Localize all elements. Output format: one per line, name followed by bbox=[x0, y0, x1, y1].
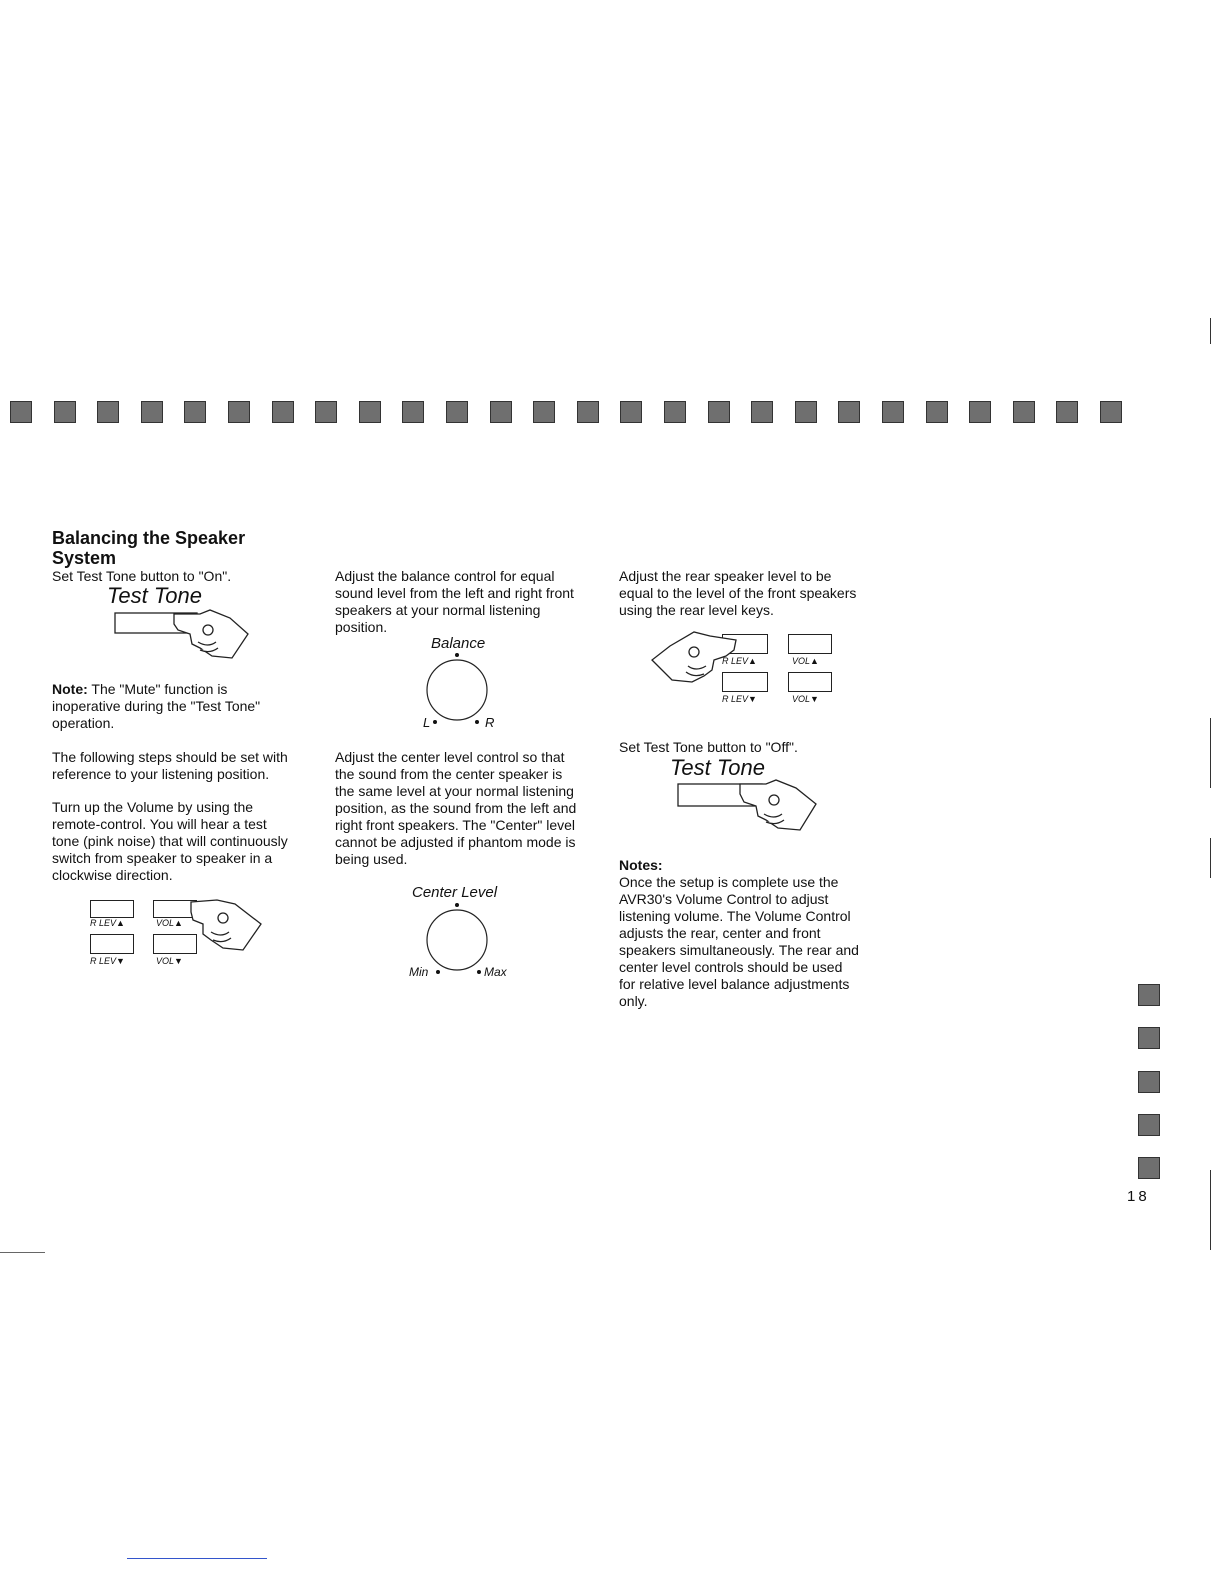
bottom-blue-rule bbox=[127, 1558, 267, 1559]
balance-instructions: Adjust the balance control for equal sound level from the left and right front speakers at your normal listening position. bbox=[335, 568, 574, 635]
vol-down-label: VOL▼ bbox=[156, 956, 183, 966]
vol-up-label: VOL▲ bbox=[156, 918, 183, 928]
top-square bbox=[533, 401, 555, 423]
test-tone-label: Test Tone bbox=[670, 755, 766, 780]
top-square bbox=[141, 401, 163, 423]
side-square bbox=[1138, 1071, 1160, 1093]
top-square bbox=[272, 401, 294, 423]
top-square bbox=[446, 401, 468, 423]
edge-rule bbox=[1210, 318, 1211, 344]
step-test-tone-off: Set Test Tone button to "Off". bbox=[619, 739, 798, 755]
top-square bbox=[926, 401, 948, 423]
top-square bbox=[1100, 401, 1122, 423]
top-square bbox=[97, 401, 119, 423]
rlev-up-label: R LEV▲ bbox=[722, 656, 757, 666]
center-level-label: Center Level bbox=[412, 884, 498, 901]
edge-rule bbox=[1210, 1170, 1211, 1250]
center-min-label: Min bbox=[409, 965, 429, 979]
rlev-up-label: R LEV▲ bbox=[90, 918, 125, 928]
top-square bbox=[315, 401, 337, 423]
top-square bbox=[751, 401, 773, 423]
note-text: The "Mute" function is inoperative during the "Test Tone" operation. bbox=[52, 681, 261, 731]
step-test-tone-on: Set Test Tone button to "On". bbox=[52, 568, 232, 584]
center-instructions: Adjust the center level control so that the sound from the center speaker is the same level at your normal listening position, as the sound from the left and right front speakers. The "Center" level cannot be adjusted if phantom mode is being used. bbox=[335, 749, 577, 867]
edge-rule bbox=[1210, 838, 1211, 878]
vol-up-label: VOL▲ bbox=[792, 656, 819, 666]
top-square bbox=[620, 401, 642, 423]
side-square bbox=[1138, 1157, 1160, 1179]
top-square bbox=[228, 401, 250, 423]
test-tone-label: Test Tone bbox=[107, 583, 203, 608]
section-heading bbox=[52, 528, 292, 568]
balance-left-label: L bbox=[423, 715, 431, 730]
vol-up-key bbox=[788, 634, 832, 654]
side-square bbox=[1138, 1027, 1160, 1049]
top-square bbox=[708, 401, 730, 423]
top-square bbox=[838, 401, 860, 423]
rlev-up-key bbox=[90, 900, 134, 918]
rear-level-instructions: Adjust the rear speaker level to be equal to the level of the front speakers using the rear level keys. bbox=[619, 568, 857, 618]
top-square bbox=[359, 401, 381, 423]
notes-label: Notes: bbox=[619, 857, 663, 873]
top-square bbox=[969, 401, 991, 423]
top-square bbox=[402, 401, 424, 423]
note-label: Note: bbox=[52, 681, 88, 697]
vol-down-key bbox=[788, 672, 832, 692]
test-tone-button-hand-illustration bbox=[112, 608, 252, 666]
bottom-left-rule bbox=[0, 1252, 45, 1253]
pointing-hand-icon bbox=[740, 780, 816, 830]
top-square bbox=[664, 401, 686, 423]
pointing-hand-icon bbox=[183, 896, 265, 956]
top-square bbox=[795, 401, 817, 423]
steps-reference: The following steps should be set with reference to your listening position. bbox=[52, 749, 288, 782]
edge-rule bbox=[1210, 718, 1211, 788]
top-square bbox=[490, 401, 512, 423]
pointing-hand-icon bbox=[174, 610, 248, 658]
page-number: 18 bbox=[1127, 1188, 1150, 1205]
section-title: Balancing the Speaker System bbox=[52, 528, 246, 568]
pointing-hand-left-icon bbox=[650, 630, 740, 690]
vol-down-label: VOL▼ bbox=[792, 694, 819, 704]
top-square bbox=[882, 401, 904, 423]
rlev-down-label: R LEV▼ bbox=[90, 956, 125, 966]
balance-label: Balance bbox=[431, 635, 486, 652]
top-square bbox=[1013, 401, 1035, 423]
balance-right-label: R bbox=[485, 715, 495, 730]
remote-keys-illustration bbox=[88, 896, 268, 976]
note-paragraph bbox=[52, 681, 292, 732]
top-square-bar bbox=[10, 401, 1130, 423]
top-square bbox=[577, 401, 599, 423]
side-square bbox=[1138, 984, 1160, 1006]
side-square bbox=[1138, 1114, 1160, 1136]
rlev-down-key bbox=[90, 934, 134, 954]
test-tone-button-hand-illustration bbox=[676, 778, 821, 836]
top-square bbox=[1056, 401, 1078, 423]
top-square bbox=[54, 401, 76, 423]
notes-text: Once the setup is complete use the AVR30's Volume Control to adjust listening volume. The Volume Control adjusts the rear, center and front speakers simultaneously. The rear and center level controls should be used for relative level balance adjustments only. bbox=[619, 874, 859, 1009]
top-square bbox=[10, 401, 32, 423]
center-max-label: Max bbox=[484, 965, 507, 979]
top-square bbox=[184, 401, 206, 423]
rlev-down-label: R LEV▼ bbox=[722, 694, 757, 704]
remote-keys-illustration bbox=[650, 628, 850, 713]
volume-instructions: Turn up the Volume by using the remote-control. You will hear a test tone (pink noise) that will continuously switch from speaker to speaker in a clockwise direction. bbox=[52, 799, 288, 883]
